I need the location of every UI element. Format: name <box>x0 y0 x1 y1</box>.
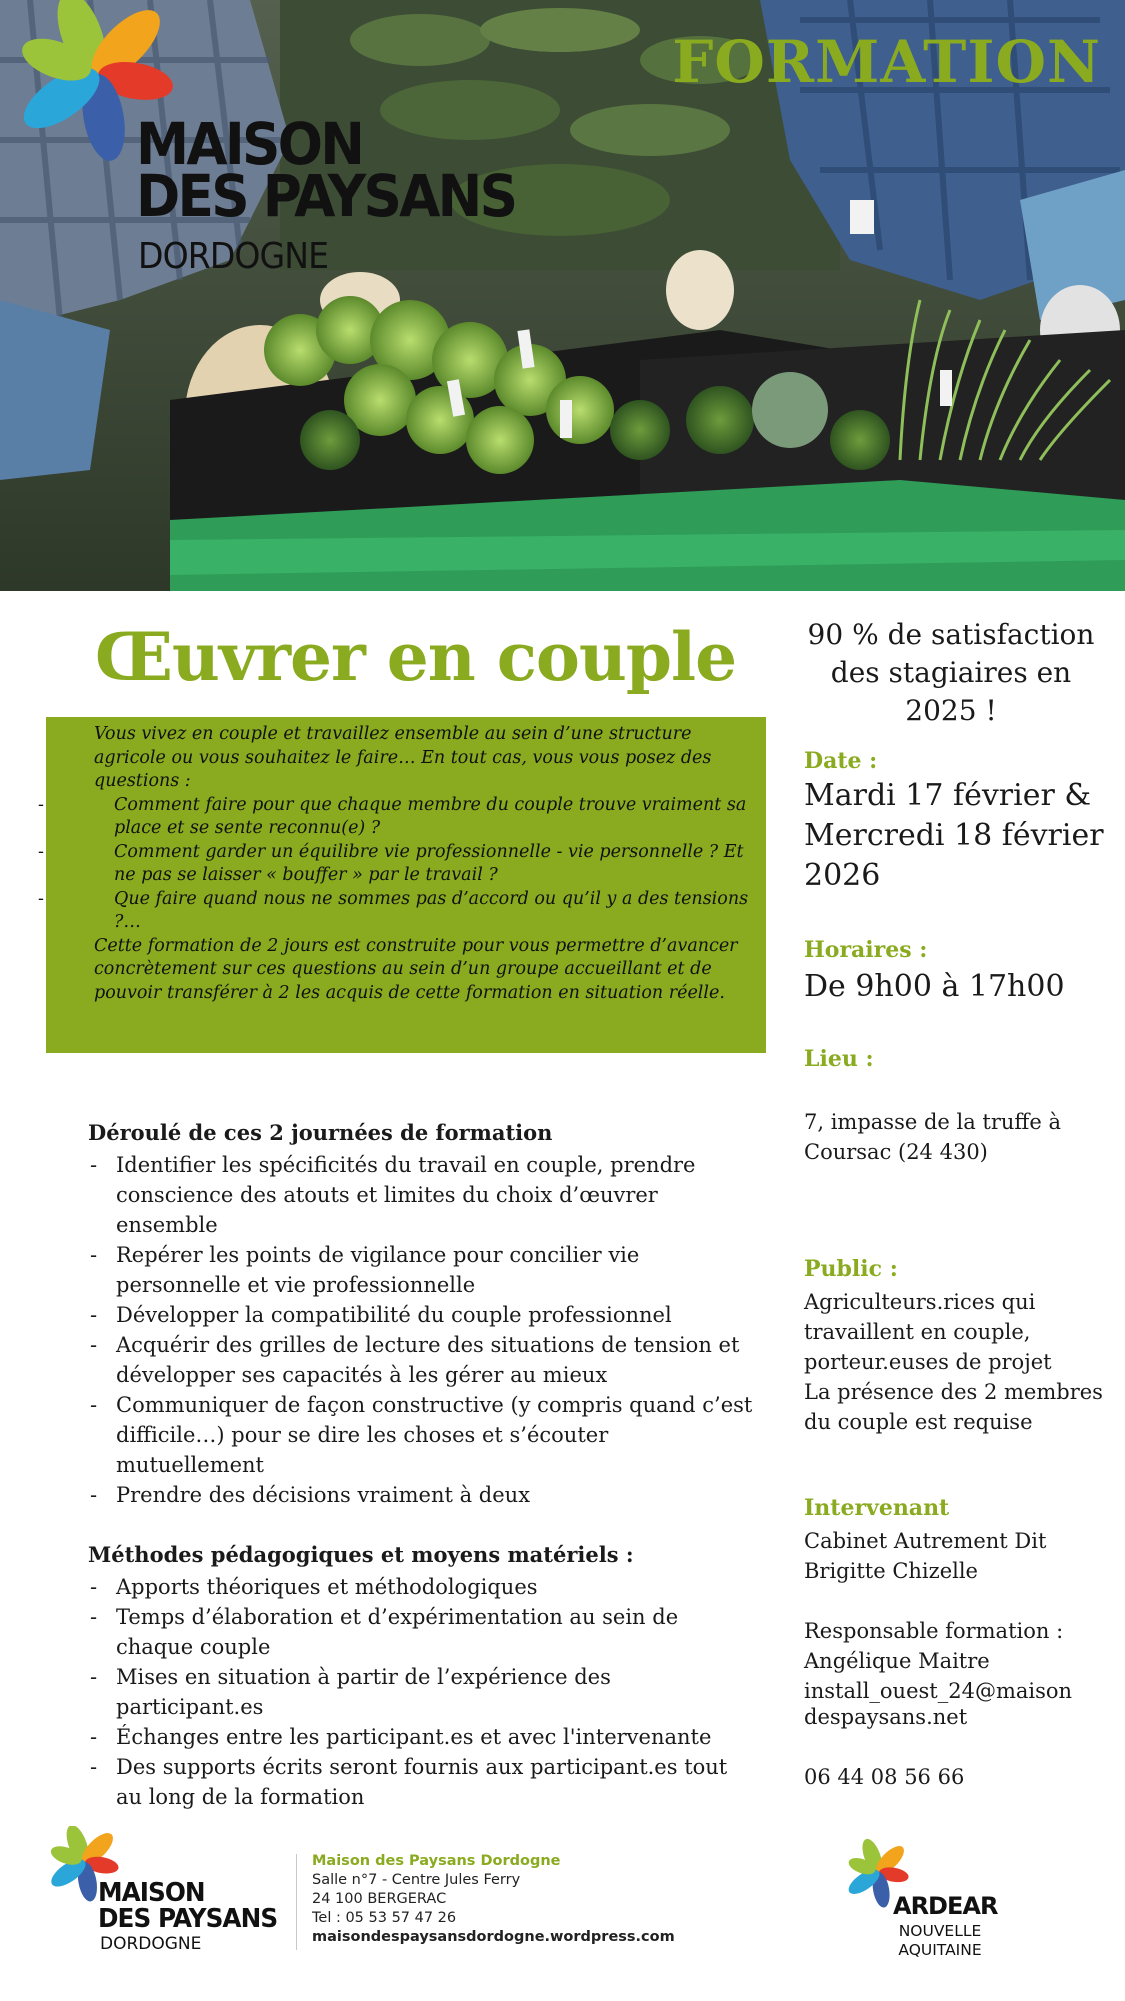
list-item: - Repérer les points de vigilance pour concilier vie personnelle et vie professionnelle <box>88 1240 758 1300</box>
footer-brand-line1: MAISON <box>98 1878 205 1908</box>
list-item: - Identifier les spécificités du travail en couple, prendre conscience des atouts et limites du choix d’œuvrer ensemble <box>88 1150 758 1240</box>
brand-name-line1: MAISON <box>136 110 363 178</box>
brand-subtitle: DORDOGNE <box>138 236 329 277</box>
intro-question: - Que faire quand nous ne sommes pas d’accord ou qu’il y a des tensions ?… <box>94 888 752 935</box>
list-item: - Des supports écrits seront fournis aux participant.es tout au long de la formation <box>88 1752 758 1812</box>
brand-name-line2: DES PAYSANS <box>136 162 516 230</box>
page-title: Œuvrer en couple <box>95 618 737 696</box>
ardear-region <box>892 1922 988 1960</box>
hours-value: De 9h00 à 17h00 <box>804 969 1065 1004</box>
footer-divider <box>296 1854 297 1950</box>
speaker-label: Intervenant <box>804 1495 950 1521</box>
manager-email-line2[interactable]: despaysans.net <box>804 1705 968 1729</box>
banner-label: FORMATION <box>672 28 1101 96</box>
intro-questions <box>94 794 752 935</box>
footer-address <box>312 1852 675 1947</box>
ardear-region-line1: NOUVELLE <box>898 1922 982 1940</box>
footer-brand-subtitle: DORDOGNE <box>100 1934 202 1954</box>
public-label: Public : <box>804 1256 898 1282</box>
footer-brand-line2: DES PAYSANS <box>98 1904 278 1934</box>
manager-label: Responsable formation : <box>804 1619 1064 1643</box>
intro-box <box>46 717 766 1053</box>
intro-closing: Cette formation de 2 jours est construite pour vous permettre d’avancer concrètement sur ces questions au sein d’un groupe accueillant et de pouvoir transférer à 2 les acquis de cette formation en situation réelle. <box>94 935 738 1003</box>
list-item: - Échanges entre les participant.es et avec l'intervenante <box>88 1722 758 1752</box>
list-item: - Apports théoriques et méthodologiques <box>88 1572 758 1602</box>
footer-website-link[interactable]: maisondespaysansdordogne.wordpress.com <box>312 1929 675 1945</box>
program-section <box>88 1118 758 1510</box>
contact-phone: 06 44 08 56 66 <box>804 1765 965 1789</box>
methods-section <box>88 1540 758 1812</box>
program-heading: Déroulé de ces 2 journées de formation <box>88 1120 553 1145</box>
footer-brand-name <box>98 1880 277 1932</box>
speaker-name: Brigitte Chizelle <box>804 1559 978 1583</box>
intro-question: - Comment garder un équilibre vie professionnelle - vie personnelle ? Et ne pas se laisser « bouffer » par le travail ? <box>94 841 752 888</box>
footer-org-name: Maison des Paysans Dordogne <box>312 1853 561 1869</box>
program-list <box>88 1150 758 1510</box>
methods-list <box>88 1572 758 1812</box>
hours-label: Horaires : <box>804 937 928 963</box>
date-value: Mardi 17 février & Mercredi 18 février 2026 <box>804 778 1104 893</box>
footer-phone: Tel : 05 53 57 47 26 <box>312 1910 457 1926</box>
list-item: - Développer la compatibilité du couple professionnel <box>88 1300 758 1330</box>
satisfaction-note: 90 % de satisfaction des stagiaires en 2025 ! <box>807 618 1095 727</box>
list-item: - Temps d’élaboration et d’expérimentation au sein de chaque couple <box>88 1602 758 1662</box>
place-value: 7, impasse de la truffe à Coursac (24 430) <box>804 1110 1061 1164</box>
hero-banner <box>0 0 1125 591</box>
place-label: Lieu : <box>804 1046 874 1072</box>
brand-name <box>136 110 516 230</box>
ardear-name: ARDEAR <box>893 1892 998 1920</box>
list-item: - Prendre des décisions vraiment à deux <box>88 1480 758 1510</box>
footer-address-line2: 24 100 BERGERAC <box>312 1891 447 1907</box>
list-item: - Acquérir des grilles de lecture des situations de tension et développer ses capacités à les gérer au mieux <box>88 1330 758 1390</box>
list-item: - Communiquer de façon constructive (y compris quand c’est difficile…) pour se dire les choses et s’écouter mutuellement <box>88 1390 758 1480</box>
methods-heading: Méthodes pédagogiques et moyens matériels : <box>88 1542 634 1567</box>
manager-name: Angélique Maitre <box>804 1649 990 1673</box>
intro-question: - Comment faire pour que chaque membre du couple trouve vraiment sa place et se sente reconnu(e) ? <box>94 794 752 841</box>
list-item: - Mises en situation à partir de l’expérience des participant.es <box>88 1662 758 1722</box>
date-label: Date : <box>804 748 878 774</box>
footer-address-line1: Salle n°7 - Centre Jules Ferry <box>312 1872 521 1888</box>
manager-email-line1[interactable]: install_ouest_24@maison <box>804 1679 1073 1703</box>
public-description: Agriculteurs.rices qui travaillent en couple, porteur.euses de projet <box>804 1290 1052 1374</box>
ardear-region-line2: AQUITAINE <box>898 1941 982 1959</box>
intro-lead: Vous vivez en couple et travaillez ensemble au sein d’une structure agricole ou vous souhaitez le faire… En tout cas, vous vous posez des questions : <box>94 724 712 791</box>
public-requirement: La présence des 2 membres du couple est requise <box>804 1380 1103 1434</box>
speaker-company: Cabinet Autrement Dit <box>804 1529 1047 1553</box>
